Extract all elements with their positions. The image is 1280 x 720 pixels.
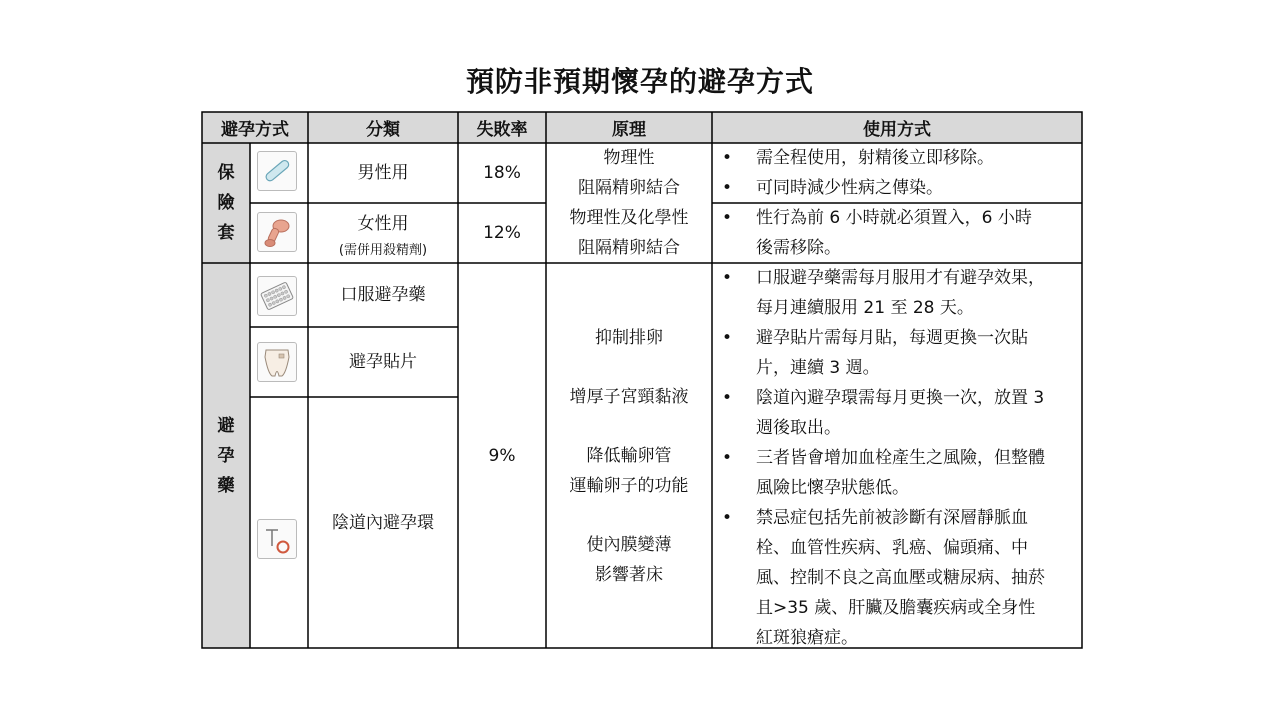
principle-line: 影響著床 bbox=[595, 565, 663, 585]
principle-line: 增厚子宮頸黏液 bbox=[569, 387, 689, 407]
usage-item: • 禁忌症包括先前被診斷有深層靜脈血栓、血管性疾病、乳癌、偏頭痛、中風、控制不良之高血壓或糖尿病、抽菸且>35 歲、肝臟及膽囊疾病或全身性紅斑狼瘡症。 bbox=[712, 503, 1046, 653]
usage-item: • 需全程使用，射精後立即移除。 bbox=[712, 143, 1082, 173]
header-method-label: 避孕方式 bbox=[221, 120, 289, 140]
group-condom-char: 套 bbox=[217, 223, 235, 243]
usage-item: • 避孕貼片需每月貼，每週更換一次貼片，連續 3 週。 bbox=[712, 323, 1046, 383]
failure-rate-pill-value: 9% bbox=[488, 445, 516, 466]
group-pill-char: 孕 bbox=[217, 445, 235, 466]
principle-line: 物理性 bbox=[603, 148, 655, 168]
category-oral-pill-label: 口服避孕藥 bbox=[340, 285, 426, 305]
failure-rate-female-value: 12% bbox=[483, 223, 521, 243]
principle-line: 阻隔精卵結合 bbox=[578, 238, 680, 258]
usage-item: • 三者皆會增加血栓產生之風險，但整體風險比懷孕狀態低。 bbox=[712, 443, 1046, 503]
principle-line: 降低輸卵管 bbox=[586, 446, 672, 466]
category-male-label: 男性用 bbox=[357, 163, 409, 183]
group-condom-char: 險 bbox=[217, 193, 235, 213]
principle-line: 物理性及化學性 bbox=[569, 208, 689, 228]
category-patch-label: 避孕貼片 bbox=[349, 352, 417, 372]
usage-item: • 陰道內避孕環需每月更換一次，放置 3 週後取出。 bbox=[712, 383, 1046, 443]
header-principle-label: 原理 bbox=[612, 120, 646, 140]
failure-rate-male-value: 18% bbox=[483, 163, 521, 183]
usage-item: • 可同時減少性病之傳染。 bbox=[712, 173, 1082, 203]
group-pill-char: 藥 bbox=[217, 475, 235, 496]
principle-line: 使內膜變薄 bbox=[586, 535, 672, 555]
principle-line: 運輸卵子的功能 bbox=[569, 476, 689, 496]
group-condom-char: 保 bbox=[217, 163, 235, 183]
category-female-label: 女性用 bbox=[357, 213, 409, 234]
header-failure-rate-label: 失敗率 bbox=[476, 120, 528, 140]
principle-line: 阻隔精卵結合 bbox=[578, 178, 680, 198]
principle-line: 抑制排卵 bbox=[595, 328, 663, 348]
header-usage-label: 使用方式 bbox=[863, 120, 931, 140]
category-vaginal-ring-label: 陰道內避孕環 bbox=[332, 512, 434, 533]
category-female-note: (需併用殺精劑) bbox=[338, 242, 428, 258]
page-title: 預防非預期懷孕的避孕方式 bbox=[465, 65, 814, 98]
usage-item: • 口服避孕藥需每月服用才有避孕效果，每月連續服用 21 至 28 天。 bbox=[712, 263, 1046, 323]
group-pill-char: 避 bbox=[217, 415, 235, 436]
header-category-label: 分類 bbox=[366, 120, 400, 140]
usage-item: • 性行為前 6 小時就必須置入，6 小時後需移除。 bbox=[712, 203, 1036, 263]
